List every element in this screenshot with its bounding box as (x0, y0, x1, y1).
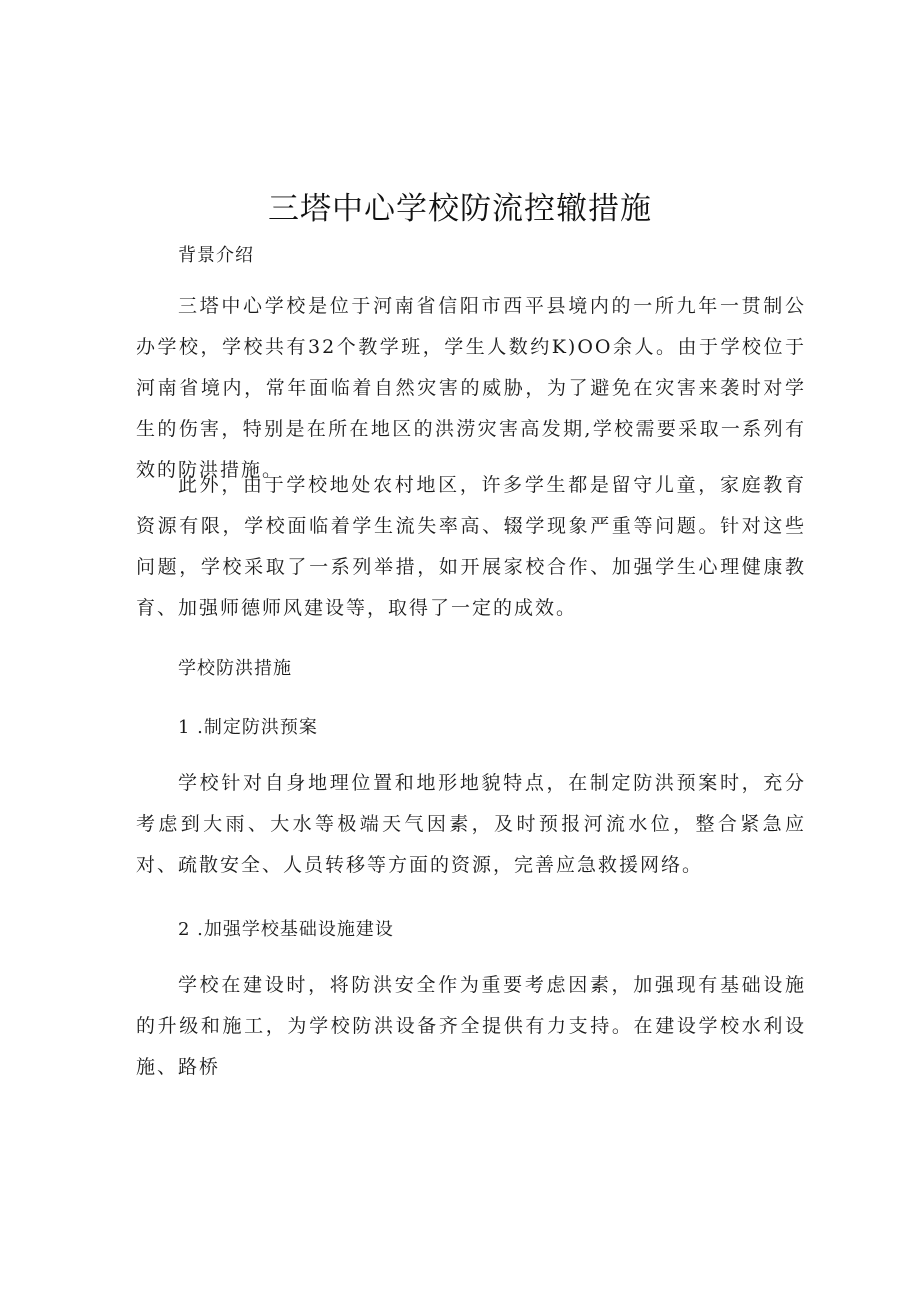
item-heading-2: 2 .加强学校基础设施建设 (178, 919, 394, 940)
item-text-2: 学校在建设时，将防洪安全作为重要考虑因素，加强现有基础设施的升级和施工，为学校防洪设备齐全提供有力支持。在建设学校水利设施、路桥 (136, 974, 806, 1078)
item-text-1: 学校针对自身地理位置和地形地貌特点，在制定防洪预案时，充分考虑到大雨、大水等极端天气因素，及时预报河流水位，整合紧急应对、疏散安全、人员转移等方面的资源，完善应急救援网络。 (136, 772, 806, 876)
paragraph-background-2: 此外，由于学校地处农村地区，许多学生都是留守儿童，家庭教育资源有限，学校面临着学生流失率高、辍学现象严重等问题。针对这些问题，学校采取了一系列举措，如开展家校合作、加强学生心理健康教育、加强师德师风建设等，取得了一定的成效。 (136, 474, 806, 619)
item-heading-1: 1 .制定防洪预案 (178, 717, 318, 738)
paragraph-background-1: 三塔中心学校是位于河南省信阳市西平县境内的一所九年一贯制公办学校，学校共有32个教学班，学生人数约K)OO余人。由于学校位于河南省境内，常年面临着自然灾害的威胁，为了避免在灾害来袭时对学生的伤害，特别是在所在地区的洪涝灾害高发期,学校需要采取一系列有效的防洪措施。 (136, 295, 806, 481)
document-title: 三塔中心学校防流控辙措施 (268, 191, 652, 227)
section-heading-flood-measures: 学校防洪措施 (178, 658, 292, 679)
section-heading-background: 背景介绍 (178, 245, 254, 266)
